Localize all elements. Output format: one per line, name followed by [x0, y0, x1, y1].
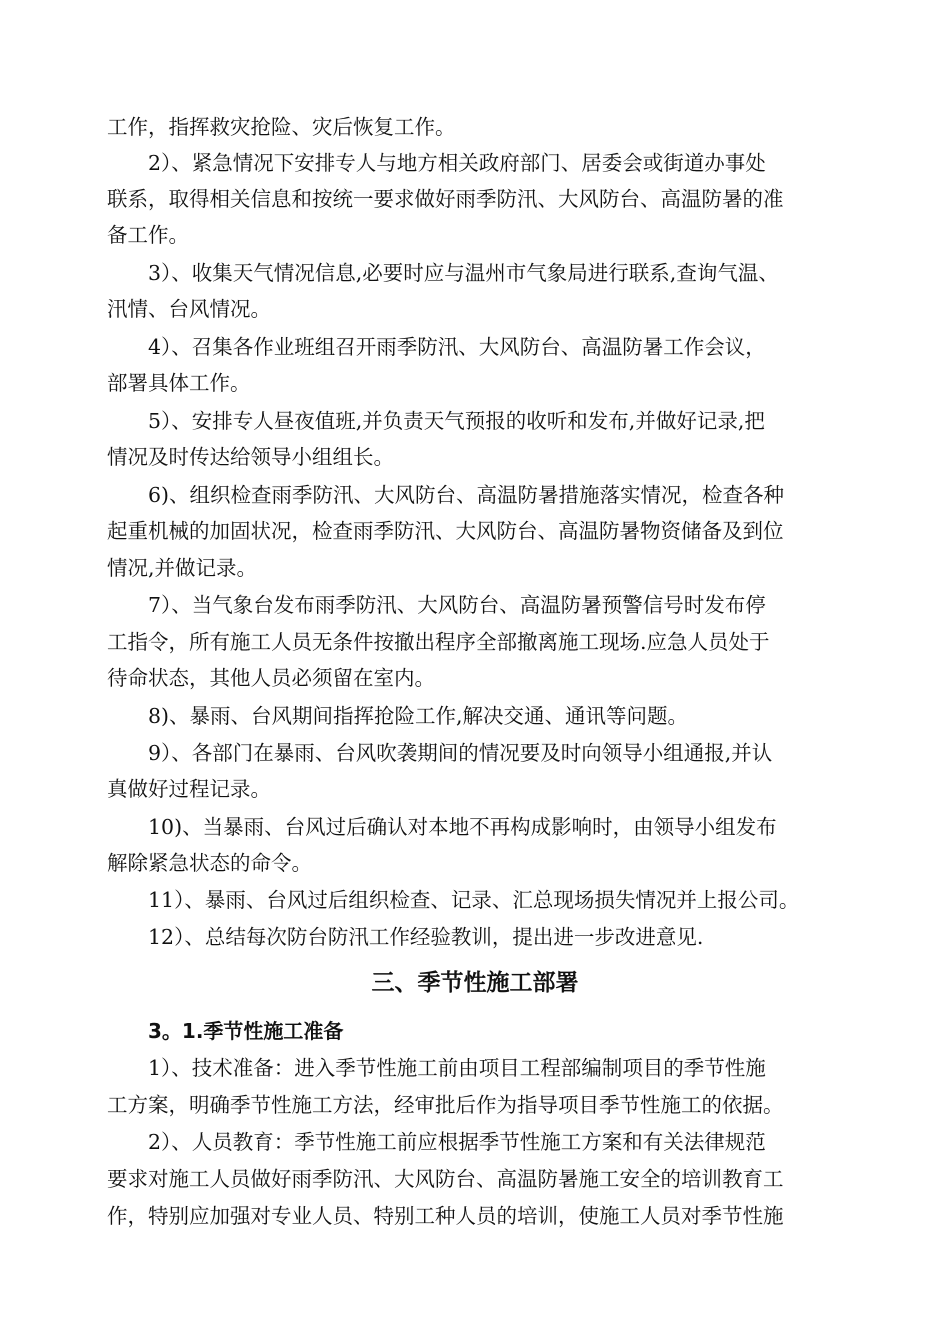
text-line: 待命状态，其他人员必须留在室内。	[107, 666, 435, 690]
text-line: 10)、当暴雨、台风过后确认对本地不再构成影响时，由领导小组发布	[148, 815, 777, 839]
text-line: 2）、紧急情况下安排专人与地方相关政府部门、居委会或街道办事处	[148, 151, 766, 175]
text-line: 工作，指挥救灾抢险、灾后恢复工作。	[107, 115, 456, 139]
text-line: 备工作。	[107, 223, 189, 247]
text-line: 4）、召集各作业班组召开雨季防汛、大风防台、高温防暑工作会议，	[148, 335, 766, 359]
text-line: 情况,并做记录。	[107, 556, 258, 580]
subsection-heading: 3。1.季节性施工准备	[148, 1019, 344, 1043]
text-line: 工方案，明确季节性施工方法，经审批后作为指导项目季节性施工的依据。	[107, 1093, 784, 1117]
text-line: 真做好过程记录。	[107, 777, 271, 801]
text-line: 7）、当气象台发布雨季防汛、大风防台、高温防暑预警信号时发布停	[148, 593, 766, 617]
text-line: 情况及时传达给领导小组组长。	[107, 445, 394, 469]
text-line: 解除紧急状态的命令。	[107, 851, 312, 875]
text-line: 9）、各部门在暴雨、台风吹袭期间的情况要及时向领导小组通报,并认	[148, 741, 773, 765]
text-line: 6)、组织检查雨季防汛、大风防台、高温防暑措施落实情况，检查各种	[148, 483, 785, 507]
text-line: 起重机械的加固状况，检查雨季防汛、大风防台、高温防暑物资储备及到位	[107, 519, 784, 543]
text-line: 3）、收集天气情况信息,必要时应与温州市气象局进行联系,查询气温、	[148, 261, 779, 285]
text-line: 汛情、台风情况。	[107, 297, 271, 321]
text-line: 11）、暴雨、台风过后组织检查、记录、汇总现场损失情况并上报公司。	[148, 888, 800, 912]
section-heading: 三、季节性施工部署	[371, 970, 579, 996]
text-line: 8)、暴雨、台风期间指挥抢险工作,解决交通、通讯等问题。	[148, 704, 689, 728]
text-line: 要求对施工人员做好雨季防汛、大风防台、高温防暑施工安全的培训教育工	[107, 1167, 784, 1191]
text-line: 2）、人员教育：季节性施工前应根据季节性施工方案和有关法律规范	[148, 1130, 766, 1154]
text-line: 联系，取得相关信息和按统一要求做好雨季防汛、大风防台、高温防暑的准	[107, 187, 784, 211]
text-line: 作，特别应加强对专业人员、特别工种人员的培训，使施工人员对季节性施	[107, 1204, 784, 1228]
text-line: 5）、安排专人昼夜值班,并负责天气预报的收听和发布,并做好记录,把	[148, 409, 765, 433]
text-line: 部署具体工作。	[107, 371, 251, 395]
text-line: 1）、技术准备：进入季节性施工前由项目工程部编制项目的季节性施	[148, 1056, 766, 1080]
text-line: 工指令，所有施工人员无条件按撤出程序全部撤离施工现场.应急人员处于	[107, 630, 770, 654]
text-line: 12）、总结每次防台防汛工作经验教训，提出进一步改进意见.	[148, 925, 704, 949]
